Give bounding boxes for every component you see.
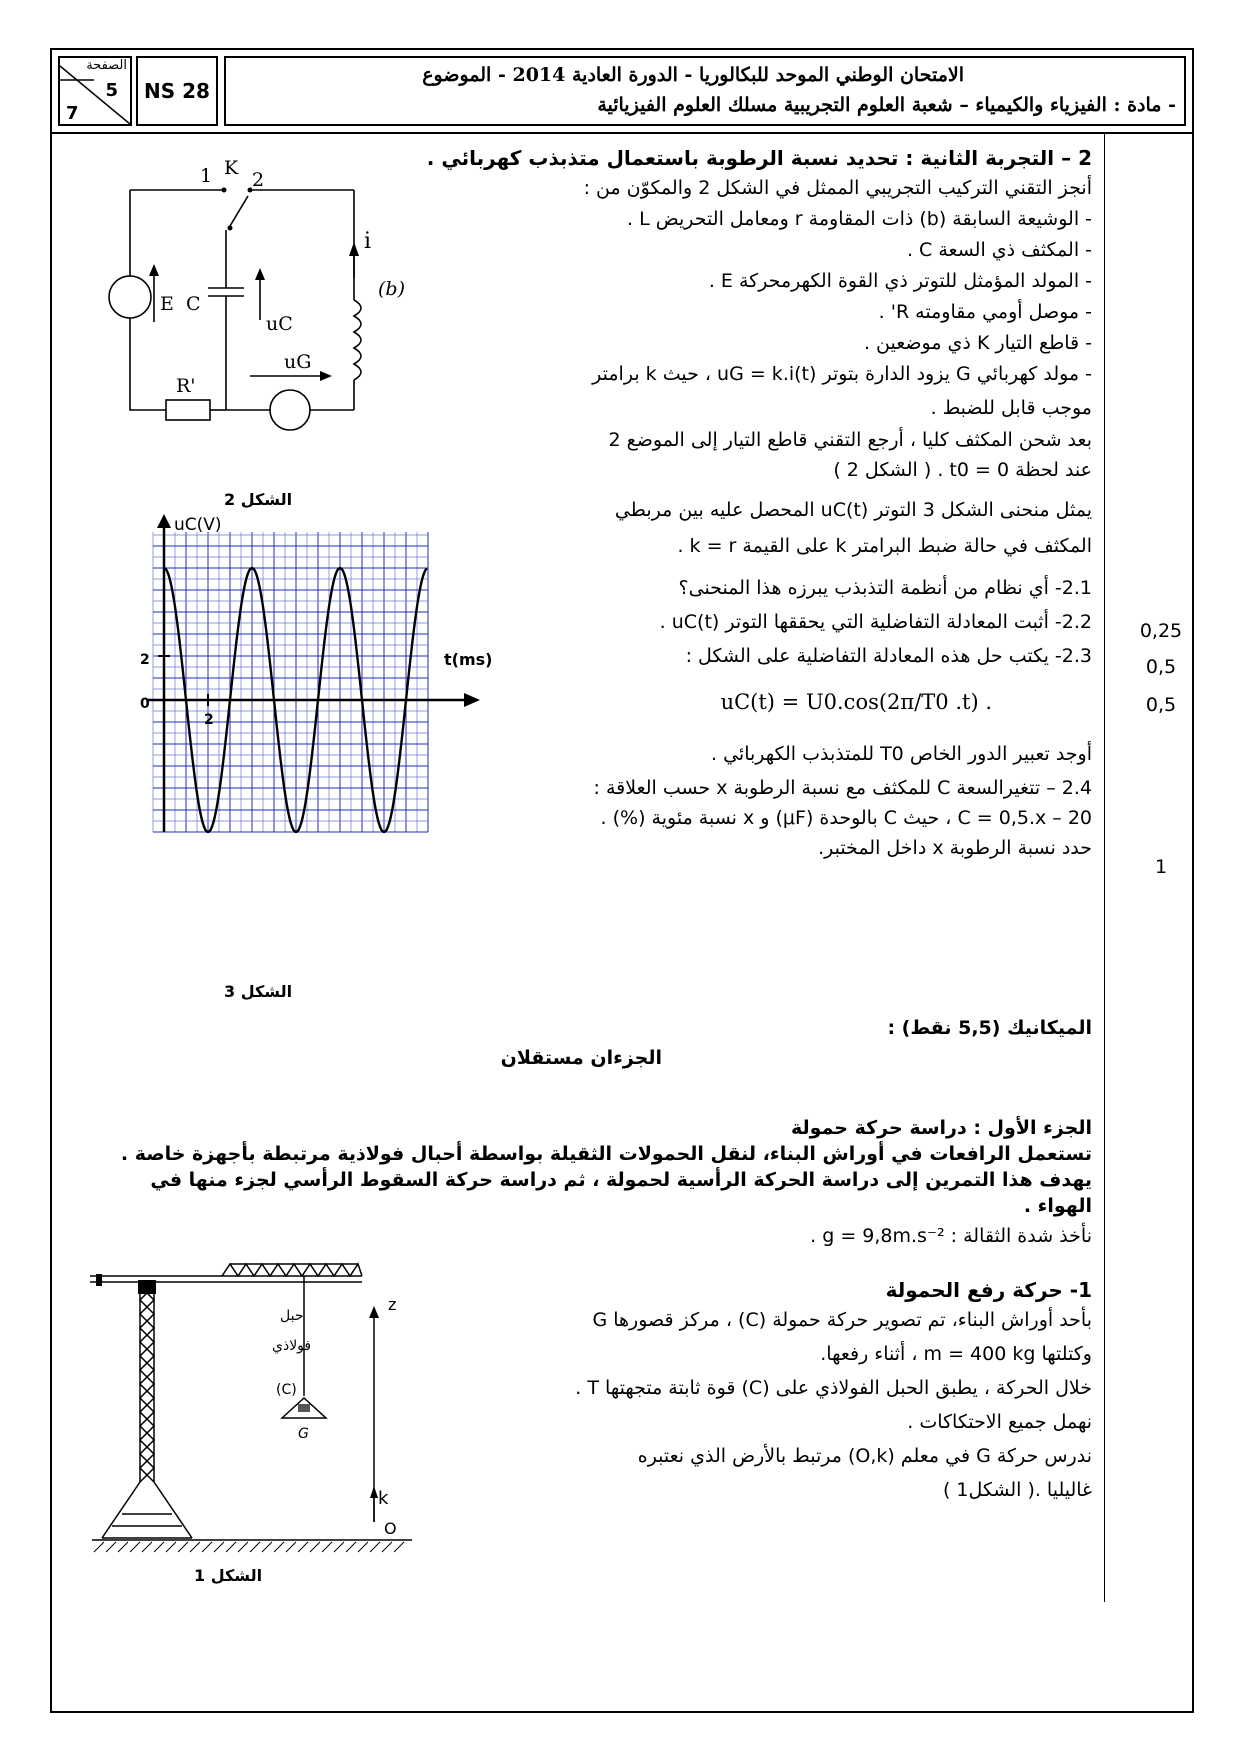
figure-2-caption: الشكل 2 [224,490,293,509]
page-total: 7 [66,103,79,124]
question-2-3: 2.3- يكتب حل هذه المعادلة التفاضلية على الشكل : [685,645,1092,667]
score-column-divider [1104,132,1105,1602]
exam-page [50,48,1194,1713]
chart-ytick-2: 2 [140,652,150,668]
section1-line-d: نهمل جميع الاحتكاكات . [907,1411,1092,1433]
part2-intro: أنجز التقني التركيب التجريبي الممثل في الشكل 2 والمكوّن من : [583,177,1092,199]
page-header [52,50,1192,134]
figure-2-circuit [102,160,432,460]
chart-origin: 0 [140,696,150,712]
cable-label-1: حبل [280,1308,304,1324]
capacitor-c-label: C [186,293,201,315]
page-label: الصفحة [86,58,127,73]
part1-paragraph-2: يهدف هذا التمرين إلى دراسة الحركة الرأسية لحمولة ، ثم دراسة حركة السقوط الرأسي لجزء منها في [150,1169,1092,1191]
ug-label: uG [284,351,312,373]
x-axis-arrow [464,693,480,707]
component-item: - قاطع التيار K ذي موضعين . [863,332,1092,354]
part2-text-d: المكثف في حالة ضبط البرامتر k على القيمة k = r . [677,535,1092,557]
part2-title: 2 – التجربة الثانية : تحديد نسبة الرطوبة باستعمال متذبذب كهربائي . [426,146,1092,170]
resistor-label: R' [176,375,196,397]
chart-xtick-2: 2 [204,712,214,728]
page-current: 5 [105,80,118,101]
part2-text-a: بعد شحن المكثف كليا ، أرجع التقني قاطع التيار إلى الموضع 2 [608,429,1092,451]
coil-b-label: (b) [378,278,405,300]
score-q22: 0,5 [1145,656,1177,678]
component-item: - المكثف ذي السعة C . [906,239,1092,261]
chart-ylabel: uC(V) [174,515,222,535]
part2-text-e: أوجد تعبير الدور الخاص T0 للمتذبذب الكهربائي . [710,743,1092,765]
question-2-1: 2.1- أي نظام من أنظمة التذبذب يبرزه هذا المنحنى؟ [678,577,1092,599]
mechanics-title: الميكانيك (5,5 نقط) : [887,1017,1092,1039]
switch-k-label: K [224,160,239,179]
component-item: - المولد المؤمثل للتوتر ذي القوة الكهرمحركة E . [708,270,1092,292]
switch-position-1: 1 [200,165,213,187]
load-c-label: (C) [276,1382,297,1398]
part1-paragraph-1: تستعمل الرافعات في أوراش البناء، لنقل الحمولات الثقيلة بواسطة أحبال فولاذية مرتبطة بأجهزة خاصة . [120,1143,1092,1165]
section1-line-e: ندرس حركة G في معلم (O,k) مرتبط بالأرض الذي نعتبره [637,1445,1092,1467]
question-2-4-relation: C = 0,5.x – 20 ، حيث C بالوحدة (μF) و x نسبة مئوية (%) . [600,807,1092,829]
component-item: - الوشيعة السابقة (b) ذات المقاومة r ومعامل التحريض L . [627,208,1092,230]
gravity-value: نأخذ شدة الثقالة : g = 9,8m.s⁻² . [810,1225,1092,1247]
question-2-2: 2.2- أثبت المعادلة التفاضلية التي يحققها التوتر uC(t) . [659,611,1092,633]
cable-label-2: فولاذي [272,1338,312,1354]
exam-title-box [224,56,1186,126]
score-q24: 1 [1154,856,1168,878]
section1-line-b: وكتلتها m = 400 kg ، أثناء رفعها. [820,1343,1092,1365]
figure-1-caption: الشكل 1 [194,1566,263,1585]
mechanics-subtitle: الجزءان مستقلان [500,1047,662,1069]
score-q23: 0,5 [1145,694,1177,716]
exam-code: NS 28 [136,56,218,126]
score-q21: 0,25 [1139,620,1183,642]
part1-paragraph-3: الهواء . [1023,1195,1092,1217]
exam-title-line1: الامتحان الوطني الموحد للبكالوريا - الدورة العادية 2014 - الموضوع [422,64,964,86]
component-item: - مولد كهربائي G يزود الدارة بتوتر uG = k.i(t) ، حيث k برامتر [592,363,1092,385]
switch-position-2: 2 [252,169,265,191]
component-item: - موصل أومي مقاومته R' . [878,301,1092,323]
part2-text-b: عند لحظة t0 = 0 . ( الشكل 2 ) [833,459,1092,481]
origin-o-label: O [384,1519,397,1538]
section1-line-c: خلال الحركة ، يطبق الحبل الفولاذي على (C) قوة ثابتة متجهتها T . [575,1377,1092,1399]
question-2-4: 2.4 – تتغيرالسعة C للمكثف مع نسبة الرطوبة x حسب العلاقة : [593,777,1092,799]
section1-title: 1- حركة رفع الحمولة [885,1278,1092,1302]
chart-grid [153,532,428,832]
figure-1-crane [72,1256,452,1556]
section1-line-a: بأحد أوراش البناء، تم تصوير حركة حمولة (C) ، مركز قصورها G [592,1309,1092,1331]
solution-equation: . uC(t) = U0.cos(2π/T0 .t) [720,690,992,714]
component-item: موجب قابل للضبط . [930,397,1092,419]
emf-e-label: E [160,293,174,315]
uc-label: uC [266,313,293,335]
z-axis-label: z [388,1295,397,1314]
load-g-label: G [298,1426,309,1442]
part1-title: الجزء الأول : دراسة حركة حمولة [791,1117,1092,1139]
page-number-box [58,56,132,126]
chart-xlabel: t(ms) [444,650,493,669]
current-i-label: i [364,229,372,254]
part2-text-c: يمثل منحنى الشكل 3 التوتر uC(t) المحصل عليه بين مربطي [614,499,1092,521]
y-axis-arrow [157,514,171,528]
figure-3-caption: الشكل 3 [224,982,293,1001]
question-2-4-task: حدد نسبة الرطوبة x داخل المختبر. [818,837,1092,859]
figure-3-chart [92,510,502,880]
section1-line-f: غاليليا .( الشكل1 ) [942,1479,1092,1501]
k-vector-label: k [378,1488,389,1509]
exam-title-line2: - مادة : الفيزياء والكيمياء – شعبة العلوم التجريبية مسلك العلوم الفيزيائية [597,94,1176,116]
